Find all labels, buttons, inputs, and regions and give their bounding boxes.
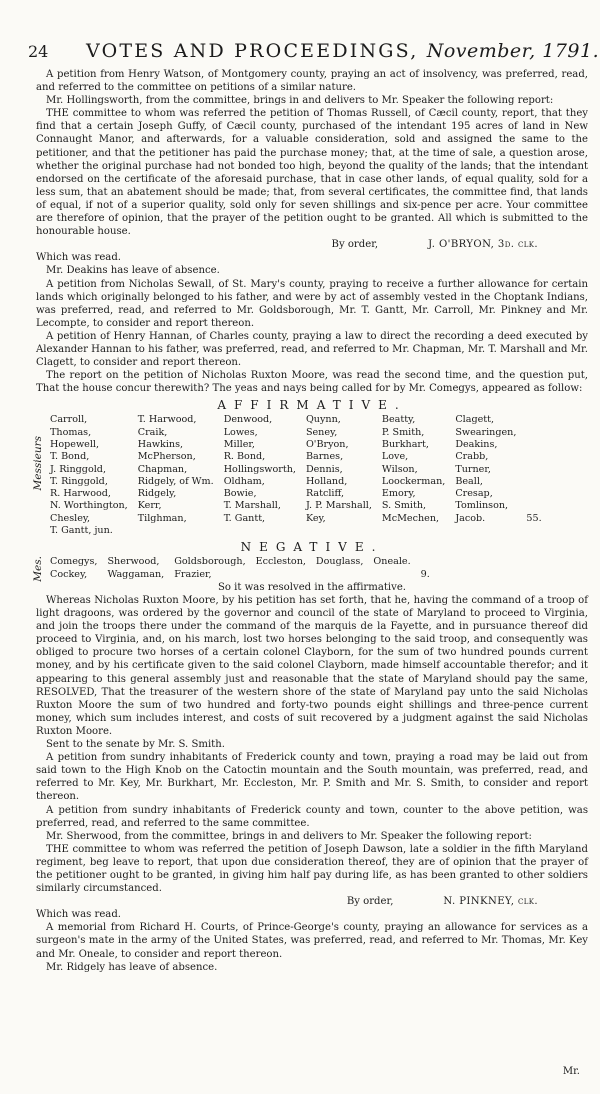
affirmative-votes: [32, 414, 588, 537]
affirmative-member: Wilson,: [381, 463, 418, 475]
negative-member: Eccleston,: [255, 556, 306, 568]
messrs-label: Mes.: [32, 556, 44, 583]
paragraph-ridgely-leave: Mr. Ridgely has leave of absence.: [46, 961, 218, 973]
affirmative-heading: AFFIRMATIVE.: [217, 398, 407, 413]
signature-by-order-2: By order,: [346, 896, 394, 908]
affirmative-member: Burkhart,: [381, 438, 429, 450]
paragraph-watson-petition: A petition from Henry Watson, of Montgomery county, praying an act of insolvency, was preferred, read, and referred to the committee on petitions of a similar nature.: [36, 69, 588, 94]
affirmative-member: [224, 525, 306, 537]
paragraph-moore-report: The report on the petition of Nicholas Ruxton Moore, was read the second time, and the question put, That the house concur therewith? The yeas and nays being called for by Mr. Comegys, appeared as follow:: [36, 370, 588, 395]
affirmative-member: Oldham,: [223, 475, 265, 487]
affirmative-row: [50, 525, 552, 537]
affirmative-member: T. Gantt, jun.: [50, 525, 113, 537]
affirmative-member: Hawkins,: [137, 438, 184, 450]
affirmative-count: [526, 451, 551, 463]
paragraph-dawson-report: THE committee to whom was referred the petition of Joseph Dawson, late a soldier in the fifth Maryland regiment, beg leave to report, that upon due consideration thereof, they are of opinion that the prayer of the petitioner ought to be granted, in giving him half pay during life, as has been granted to other soldiers similarly circumstanced.: [36, 843, 588, 895]
paragraph-courts-memorial: A memorial from Richard H. Courts, of Prince-George's county, praying an allowance for services as a surgeon's mate in the army of the United States, was preferred, read, and referred to Mr. Thomas, Mr. Key and Mr. Oneale, to consider and report thereon.: [36, 922, 588, 960]
affirmative-member: T. Bond,: [50, 451, 90, 463]
affirmative-member: Craik,: [137, 426, 168, 438]
affirmative-row: [50, 464, 552, 476]
negative-member: Waggaman,: [107, 568, 165, 580]
paragraph-hollingsworth: Mr. Hollingsworth, from the committee, brings in and delivers to Mr. Speaker the following report:: [46, 95, 554, 107]
affirmative-member: Key,: [305, 512, 326, 524]
negative-member: Sherwood,: [107, 556, 160, 568]
affirmative-member: Clagett,: [455, 414, 495, 426]
negative-member: [316, 569, 373, 581]
affirmative-count: 55.: [526, 512, 542, 524]
affirmative-member: Miller,: [223, 438, 255, 450]
affirmative-member: Holland,: [305, 475, 348, 487]
affirmative-member: J. Ringgold,: [50, 463, 106, 475]
affirmative-row: [50, 451, 552, 463]
negative-member: [256, 569, 316, 581]
affirmative-member: O'Bryon,: [305, 438, 349, 450]
affirmative-row: [50, 513, 552, 525]
affirmative-count: [526, 525, 551, 537]
paragraph-sewall-petition: A petition from Nicholas Sewall, of St. Mary's county, praying to receive a further allowance for certain lands which originally belonged to his father, and were by act of assembly vested in the Choptank Indians, was preferred, read, and referred to Mr. Goldsborough, Mr. T. Gantt, Mr. Carroll, Mr. Pinkney and Mr. Lecompte, to consider and report thereon.: [36, 278, 588, 329]
affirmative-member: S. Smith,: [381, 500, 427, 512]
affirmative-member: Tilghman,: [137, 512, 187, 524]
running-title: [86, 40, 599, 62]
negative-member: Oneale.: [373, 556, 411, 568]
signature-block-1: [36, 238, 588, 251]
affirmative-member: Thomas,: [50, 426, 92, 438]
affirmative-row: [50, 488, 552, 500]
paragraph-deakins-leave: Mr. Deakins has leave of absence.: [46, 265, 220, 277]
affirmative-member: Seney,: [305, 426, 338, 438]
affirmative-member: Chapman,: [137, 463, 188, 475]
affirmative-member: [306, 525, 382, 537]
affirmative-member: [138, 525, 224, 537]
affirmative-member: J. P. Marshall,: [305, 500, 372, 512]
paragraph-which-was-read-2: Which was read.: [36, 909, 121, 921]
affirmative-row: [50, 414, 552, 426]
affirmative-member: Jacob.: [455, 512, 486, 524]
affirmative-member: Ridgely,: [137, 488, 177, 500]
negative-heading: NEGATIVE.: [240, 540, 384, 555]
resolved-note: So it was resolved in the affirmative.: [217, 581, 407, 593]
paragraph-road-petition: A petition from sundry inhabitants of Frederick county and town, praying a road may be laid out from said town to the High Knob on the Catoctin mountain and the South mountain, was preferred, read, and referred to Mr. Key, Mr. Burkhart, Mr. Eccleston, Mr. P. Smith and Mr. S. Smith, to consider and report thereon.: [36, 752, 588, 803]
paragraph-sherwood: Mr. Sherwood, from the committee, brings in and delivers to Mr. Speaker the following report:: [46, 830, 532, 842]
affirmative-member: Turner,: [455, 463, 491, 475]
running-header: [28, 40, 600, 64]
affirmative-member: R. Bond,: [223, 451, 266, 463]
affirmative-member: Lowes,: [223, 426, 258, 438]
affirmative-member: Ridgely, of Wm.: [137, 475, 214, 487]
negative-votes: [32, 556, 588, 583]
affirmative-member: Chesley,: [50, 512, 91, 524]
negative-member: Goldsborough,: [174, 556, 246, 568]
running-date: November, 1791.: [426, 40, 600, 62]
affirmative-member: R. Harwood,: [50, 488, 111, 500]
negative-member: Cockey,: [50, 568, 88, 580]
paragraph-which-was-read: Which was read.: [36, 252, 121, 264]
affirmative-member: Crabb,: [455, 451, 489, 463]
affirmative-member: Tomlinson,: [455, 500, 509, 512]
affirmative-member: Kerr,: [137, 500, 162, 512]
affirmative-member: Quynn,: [305, 414, 341, 426]
negative-table: [50, 556, 440, 581]
affirmative-member: Dennis,: [305, 463, 343, 475]
messieurs-label: Messieurs: [32, 436, 44, 491]
affirmative-member: Hollingsworth,: [223, 463, 296, 475]
negative-member: [373, 569, 420, 581]
affirmative-member: [455, 525, 526, 537]
negative-count: 9.: [420, 568, 430, 580]
affirmative-member: Ratcliff,: [305, 488, 344, 500]
affirmative-count: [526, 414, 551, 426]
signature-by-order: By order,: [331, 239, 379, 251]
affirmative-count: [526, 427, 551, 439]
negative-row: [50, 569, 440, 581]
negative-count: [421, 556, 440, 568]
signature-block-2: [36, 895, 588, 908]
affirmative-row: [50, 439, 552, 451]
affirmative-member: T. Harwood,: [137, 414, 197, 426]
running-title-text: VOTES AND PROCEEDINGS,: [86, 40, 419, 62]
affirmative-member: Beall,: [455, 475, 483, 487]
paragraph-counter-petition: A petition from sundry inhabitants of Frederick county and town, counter to the above petition, was preferred, read, and referred to the same committee.: [36, 804, 588, 829]
paragraph-sent-to-senate: Sent to the senate by Mr. S. Smith.: [46, 739, 225, 751]
affirmative-member: T. Marshall,: [223, 500, 281, 512]
paragraph-moore-resolution: Whereas Nicholas Ruxton Moore, by his petition has set forth, that he, having the command of a troop of light dragoons, was ordered by the governor and council of the state of Maryland to proceed to Virginia, and join the troops there under the command of the marquis de la Fayette, and in pursuance thereof did proceed to Virginia, and, on his march, lost two horses belonging to the said troop, and consequently was obliged to procure two horses of a certain colonel Clayborn, for the sum of two hundred pounds current money, and by his certificate given to the said colonel Clayborn, made himself accountable therefor; and it appearing to this general assembly just and reasonable that the state of Maryland should pay the same, RESOLVED, That the treasurer of the western shore of the state of Maryland pay unto the said Nicholas Ruxton Moore the sum of two hundred and forty-two pounds eight shillings and three-pence current money, which sum includes interest, and costs of suit recovered by a judgment against the said Nicholas Ruxton Moore.: [36, 595, 588, 737]
affirmative-member: N. Worthington,: [50, 500, 128, 512]
affirmative-member: Swearingen,: [455, 426, 517, 438]
negative-member: Douglass,: [315, 556, 364, 568]
affirmative-member: T. Gantt,: [223, 512, 266, 524]
signature-clerk-2: N. PINKNEY, clk.: [443, 896, 538, 908]
page-number: 24: [28, 42, 49, 61]
affirmative-row: [50, 427, 552, 439]
paragraph-hannan-petition: A petition of Henry Hannan, of Charles county, praying a law to direct the recording a deed executed by Alexander Hannan to his father, was preferred, read, and referred to Mr. Chapman, Mr. T. Marshall and Mr. Clagett, to consider and report thereon.: [36, 330, 588, 369]
affirmative-count: [526, 488, 551, 500]
affirmative-count: [526, 464, 551, 476]
affirmative-member: Deakins,: [455, 438, 498, 450]
affirmative-table: [50, 414, 552, 537]
affirmative-member: McMechen,: [381, 512, 440, 524]
affirmative-count: [526, 500, 551, 512]
affirmative-member: Love,: [381, 451, 409, 463]
affirmative-member: Barnes,: [305, 451, 344, 463]
affirmative-member: Denwood,: [223, 414, 273, 426]
affirmative-member: McPherson,: [137, 451, 196, 463]
negative-member: Comegys,: [50, 556, 98, 568]
catchword: Mr.: [562, 1066, 580, 1077]
affirmative-member: Beatty,: [381, 414, 416, 426]
affirmative-member: P. Smith,: [381, 426, 425, 438]
affirmative-member: Loockerman,: [381, 475, 446, 487]
negative-row: [50, 556, 440, 568]
negative-member: Frazier,: [174, 568, 212, 580]
page-body: [32, 68, 588, 974]
affirmative-member: Bowie,: [223, 488, 257, 500]
affirmative-member: [382, 525, 455, 537]
affirmative-member: T. Ringgold,: [50, 475, 108, 487]
affirmative-row: [50, 500, 552, 512]
affirmative-member: Hopewell,: [50, 438, 100, 450]
affirmative-member: Cresap,: [455, 488, 493, 500]
affirmative-count: [526, 439, 551, 451]
affirmative-member: Carroll,: [50, 414, 88, 426]
affirmative-member: Emory,: [381, 488, 416, 500]
signature-clerk: J. O'BRYON, 3d. clk.: [428, 239, 538, 251]
paragraph-russell-report: THE committee to whom was referred the petition of Thomas Russell, of Cæcil county, report, that they find that a certain Joseph Guffy, of Cæcil county, purchased of the intendant 195 acres of land in New Connaught Manor, and afterwards, for a valuable consideration, sold and assigned the same to the petitioner, and that the petitioner has paid the purchase money; that, at the time of sale, a question arose, whether the original purchase had not bonded too high, beyond the quality of the lands; that the intendant endorsed on the certificate of the aforesaid purchase, that in case other lands, of equal quality, sold for a less sum, that an abatement should be made; that, from several certificates, the committee find, that lands of equal, if not of a superior quality, sold only for seven shillings and six-pence per acre. Your committee are therefore of opinion, that the prayer of the petition ought to be granted. All which is submitted to the honourable house.: [36, 108, 588, 238]
affirmative-count: [526, 476, 551, 488]
affirmative-row: [50, 476, 552, 488]
